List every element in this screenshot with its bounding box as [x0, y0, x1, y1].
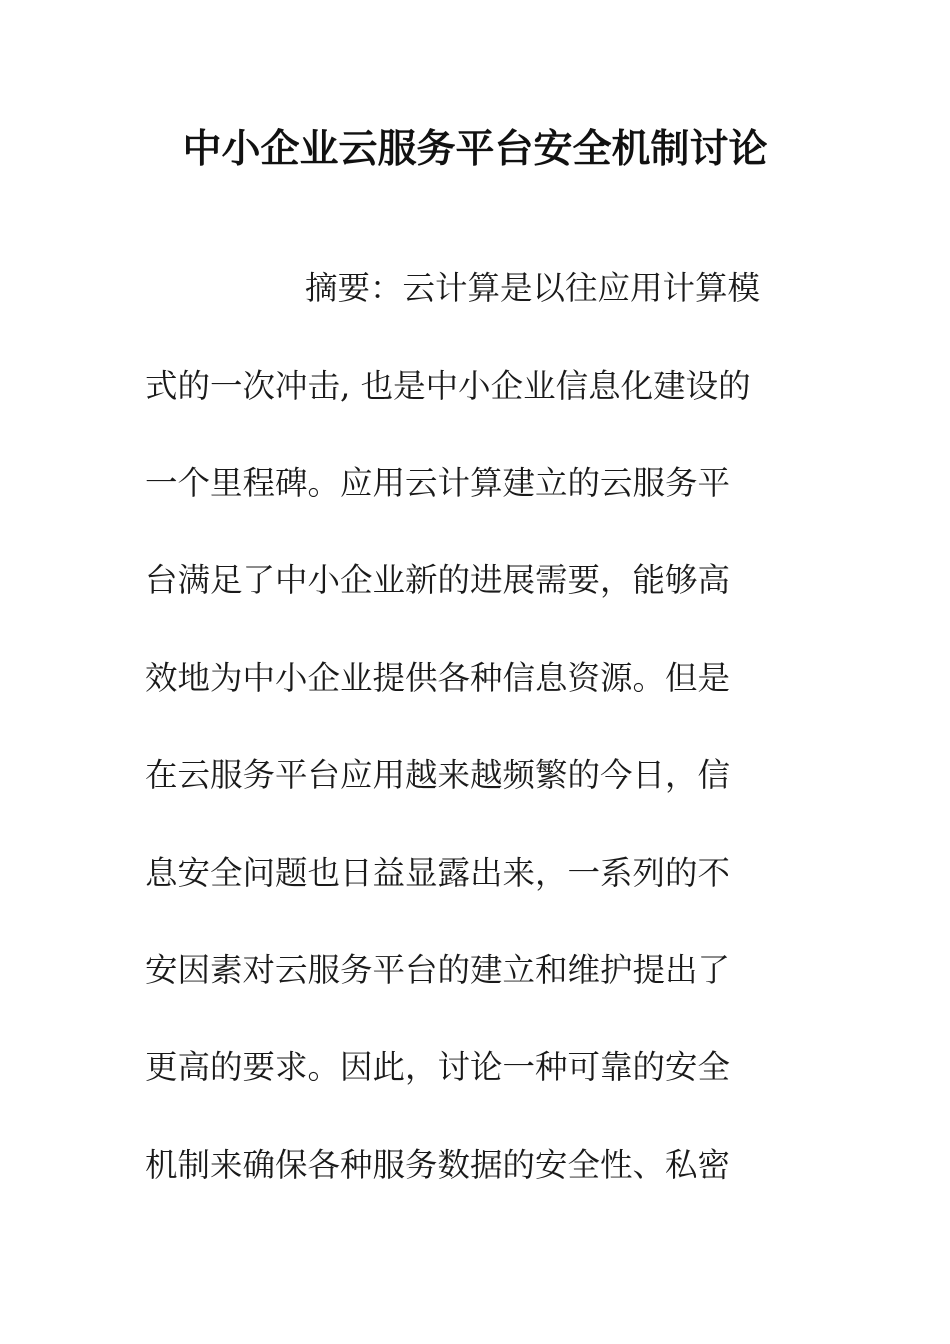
abstract-line: 机制来确保各种服务数据的安全性、私密: [145, 1146, 731, 1184]
abstract-line: 更高的要求。因此，讨论一种可靠的安全: [145, 1048, 731, 1086]
abstract-line: 效地为中小企业提供各种信息资源。但是: [145, 659, 731, 697]
abstract-line: 台满足了中小企业新的进展需要，能够高: [145, 561, 731, 599]
abstract-line: 在云服务平台应用越来越频繁的今日，信: [145, 756, 731, 794]
abstract-line: 息安全问题也日益显露出来，一系列的不: [145, 854, 731, 892]
abstract-line: 一个里程碑。应用云计算建立的云服务平: [145, 464, 731, 502]
document-title: 中小企业云服务平台安全机制讨论: [182, 127, 768, 172]
abstract-line: 安因素对云服务平台的建立和维护提出了: [145, 951, 731, 989]
abstract-line: 摘要：云计算是以往应用计算模: [305, 269, 761, 307]
abstract-line: 式的一次冲击, 也是中小企业信息化建设的: [145, 367, 751, 405]
